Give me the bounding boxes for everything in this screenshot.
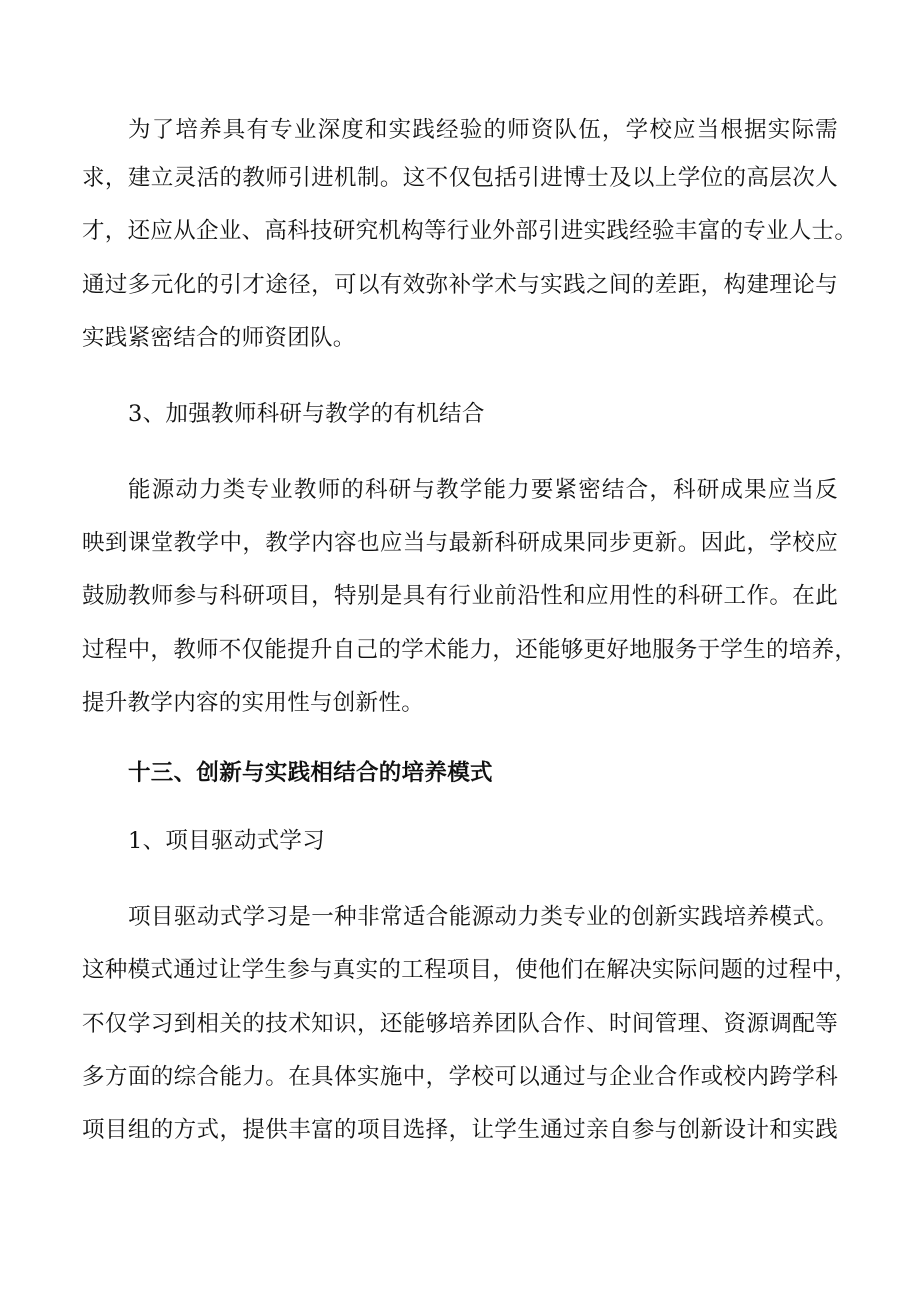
section-heading: 3、加强教师科研与教学的有机结合	[128, 401, 485, 427]
paragraph-line: 多方面的综合能力。在具体实施中，学校可以通过与企业合作或校内跨学科	[82, 1064, 838, 1090]
paragraph-line: 映到课堂教学中，教学内容也应当与最新科研成果同步更新。因此，学校应	[82, 530, 838, 556]
paragraph-line: 通过多元化的引才途径，可以有效弥补学术与实践之间的差距，构建理论与	[82, 272, 838, 298]
section-heading: 1、项目驱动式学习	[128, 828, 326, 854]
chapter-heading: 十三、创新与实践相结合的培养模式	[128, 760, 493, 786]
paragraph-line: 项目驱动式学习是一种非常适合能源动力类专业的创新实践培养模式。	[128, 904, 838, 930]
paragraph-line: 不仅学习到相关的技术知识，还能够培养团队合作、时间管理、资源调配等	[82, 1011, 838, 1037]
paragraph-line: 才，还应从企业、高科技研究机构等行业外部引进实践经验丰富的专业人士。	[82, 218, 858, 244]
paragraph-line: 这种模式通过让学生参与真实的工程项目，使他们在解决实际问题的过程中，	[82, 957, 858, 983]
paragraph-line: 鼓励教师参与科研项目，特别是具有行业前沿性和应用性的科研工作。在此	[82, 583, 838, 609]
paragraph-line: 实践紧密结合的师资团队。	[82, 325, 356, 351]
paragraph-line: 过程中，教师不仅能提升自己的学术能力，还能够更好地服务于学生的培养，	[82, 637, 858, 663]
paragraph-line: 为了培养具有专业深度和实践经验的师资队伍，学校应当根据实际需	[128, 117, 838, 143]
paragraph-line: 项目组的方式，提供丰富的项目选择，让学生通过亲自参与创新设计和实践	[82, 1117, 838, 1143]
paragraph-line: 能源动力类专业教师的科研与教学能力要紧密结合，科研成果应当反	[128, 477, 838, 503]
paragraph-line: 提升教学内容的实用性与创新性。	[82, 690, 425, 716]
paragraph-line: 求，建立灵活的教师引进机制。这不仅包括引进博士及以上学位的高层次人	[82, 165, 838, 191]
